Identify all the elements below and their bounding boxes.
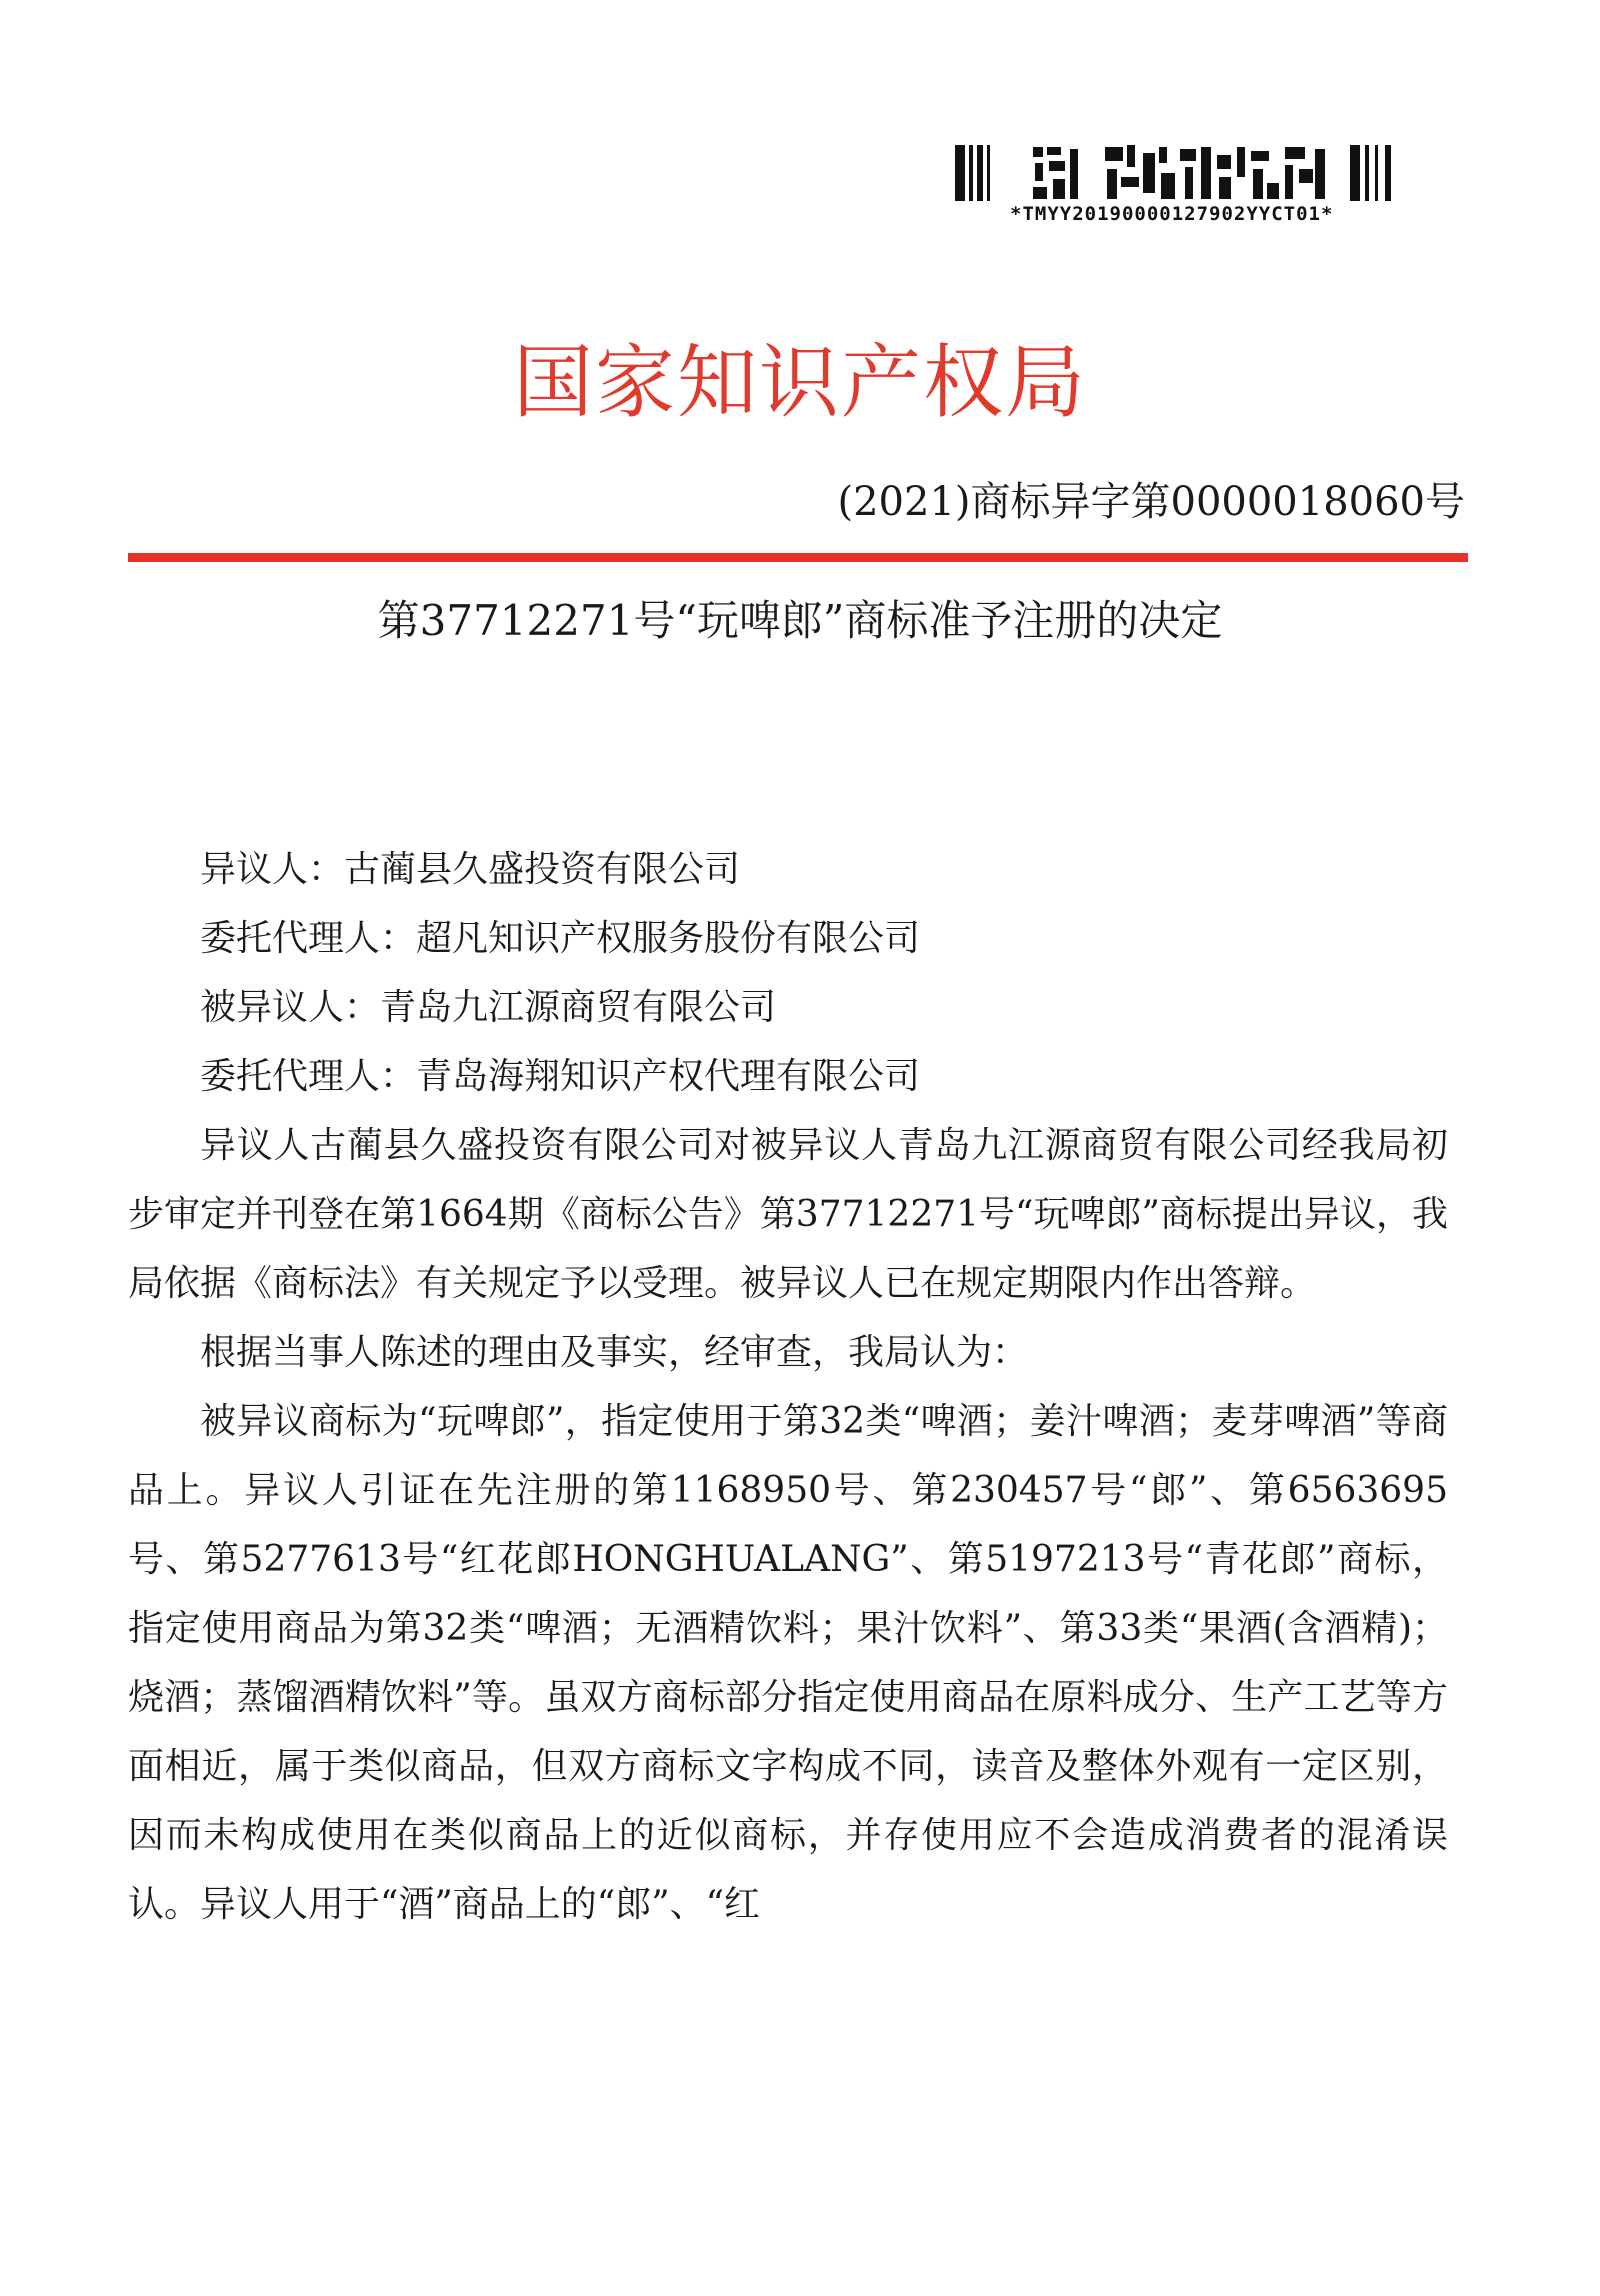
paragraph-opposition: 异议人古蔺县久盛投资有限公司对被异议人青岛九江源商贸有限公司经我局初步审定并刊登在第1664期《商标公告》第37712271号“玩啤郎”商标提出异议，我局依据《商标法》有关规定予以受理。被异议人已在规定期限内作出答辩。	[128, 1125, 1448, 1304]
document-body	[128, 835, 1448, 1939]
paragraph-analysis: 被异议商标为“玩啤郎”，指定使用于第32类“啤酒；姜汁啤酒；麦芽啤酒”等商品上。异议人引证在先注册的第1168950号、第230457号“郎”、第6563695号、第5277613号“红花郎HONGHUALANG”、第5197213号“青花郎”商标，指定使用商品为第32类“啤酒；无酒精饮料；果汁饮料”、第33类“果酒(含酒精)；烧酒；蒸馏酒精饮料”等。虽双方商标部分指定使用商品在原料成分、生产工艺等方面相近，属于类似商品，但双方商标文字构成不同，读音及整体外观有一定区别，因而未构成使用在类似商品上的近似商标，并存使用应不会造成消费者的混淆误认。异议人用于“酒”商品上的“郎”、“红	[128, 1401, 1448, 1925]
respondent-agent-line: 委托代理人：青岛海翔知识产权代理有限公司	[200, 1056, 921, 1097]
agency-name: 国家知识产权局	[513, 336, 1087, 429]
opponent-agent-line: 委托代理人：超凡知识产权服务股份有限公司	[200, 918, 921, 959]
barcode-code: *TMYY20190000127902YYCT01*	[1010, 203, 1334, 225]
document-number: (2021)商标异字第0000018060号	[837, 479, 1465, 525]
opponent-line: 异议人：古蔺县久盛投资有限公司	[200, 849, 741, 890]
red-divider	[128, 553, 1468, 562]
decision-title: 第37712271号“玩啤郎”商标准予注册的决定	[377, 596, 1223, 645]
barcode-graphic	[955, 143, 1415, 203]
respondent-line: 被异议人：青岛九江源商贸有限公司	[200, 987, 777, 1028]
paragraph-review-intro: 根据当事人陈述的理由及事实，经审查，我局认为：	[200, 1332, 1029, 1373]
